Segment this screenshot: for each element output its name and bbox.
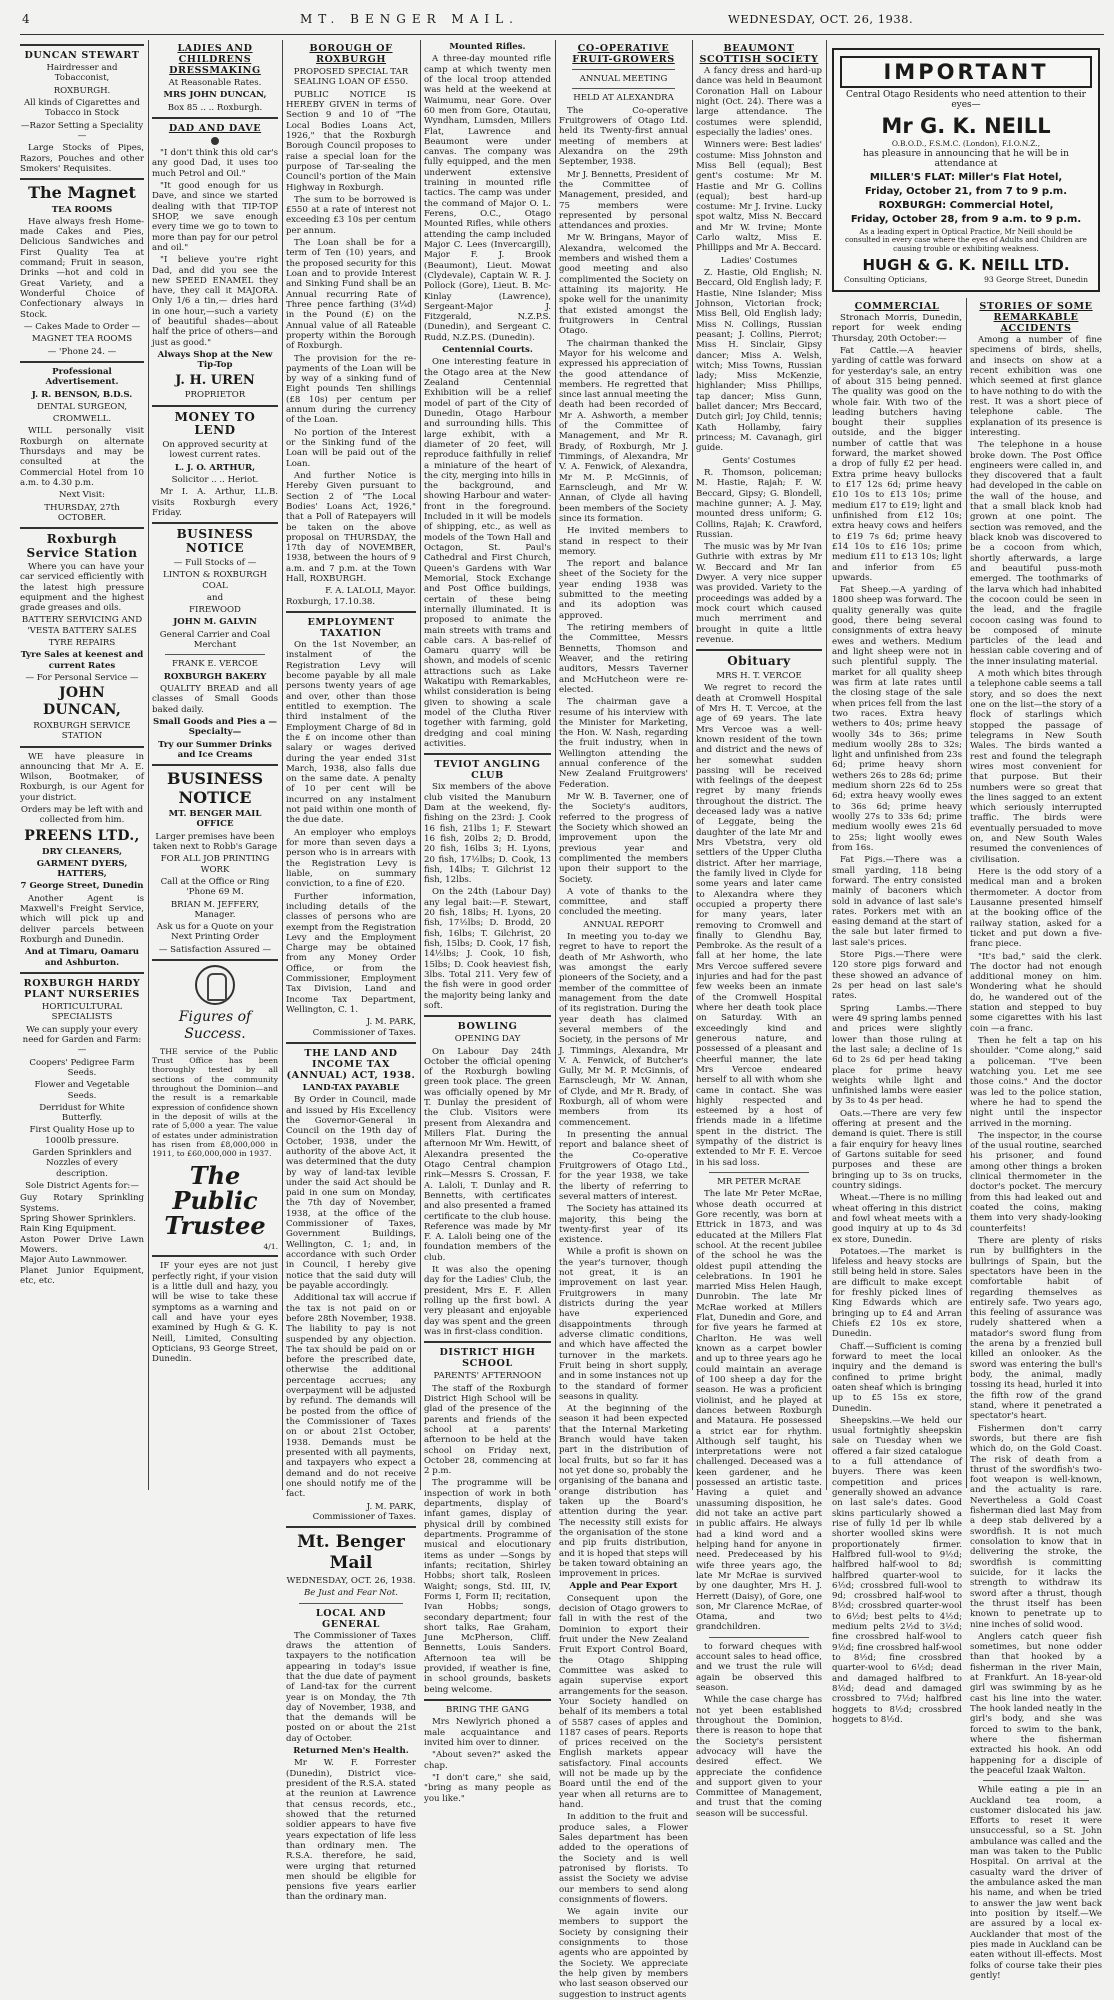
ad-text: DENTAL SURGEON, <box>36 401 128 412</box>
notice-title-employment: EMPLOYMENT TAXATION <box>307 617 395 640</box>
notice-subtitle: LAND-TAX PAYABLE <box>302 1083 400 1094</box>
ad-text: QUALITY BREAD and all classes of Small Goods baked daily. <box>152 684 278 715</box>
editorial-motto: Be Just and Fear Not. <box>303 1588 399 1599</box>
article-title-beaumont: BEAUMONT SCOTTISH SOCIETY <box>699 43 819 66</box>
article-text: Fat Sheep.—A yarding of 1800 sheep was forward. The quality generally was quite good, there being several consignments of extra heavy ewes and wethers. Medium and light sheep were not in such plentiful supply. The market for all quality sheep was firm at late rates until the closing stage of the sale when prices fell from the last two races. Extra heavy wethers to 40s; prime heavy woolly 34s to 36s; prime medium woolly 28s to 32s; light and unfinished from 23s 6d; prime heavy shorn wethers 26s to 28s 6d; prime medium shorn 22s 6d to 25s 6d; extra heavy woolly ewes to 36s 6d; prime heavy woolly 27s to 33s 6d; prime medium woolly ewes 21s 6d to 25s; light woolly ewes from 16s. <box>832 585 962 853</box>
divider <box>152 959 278 961</box>
article-subheading: PARENTS' AFTERNOON <box>433 1371 542 1382</box>
article-text: The retiring members of the Committee, Messrs Bennetts, Thomson and Weaver, and the retiring auditors, Messrs Taverner and McHutcheon were re-elected. <box>559 623 688 695</box>
ad-qualifications: O.B.O.D., F.S.M.C. (London), F.I.O.N.Z., <box>891 139 1041 148</box>
ad-text: Have always fresh Home-made Cakes and Pies, Delicious Sandwiches and First Quality Tea at command; Fruit in season, Drinks —hot and cold in Great Variety, and a Wonderful Choice of Confectionary always in Stock. <box>20 216 144 320</box>
article-text: The late Mr Peter McRae, whose death occurred at Gore recently, was born at Ettrick in 1873, and was educated at the Millers Flat school. At the recent jubilee of the school he was the oldest pupil attending the celebrations. In 1901 he married Miss Helen Haugh, Dunrobin. The late Mr McRae worked at Millers Flat, Dunedin and Gore, and for five years he farmed at Charlton. He was well known as a carpet bowler and up to three years ago he could maintain an average of 100 sheep a day for the season. He was a proficient violinist, and he played at dances between Roxburgh and Mataura. He possessed a strict ear for rhythm. Although self taught, his interpretations were not challenged. Deceased was a keen gardener, and he possessed an artistic taste. Having a quiet and unassuming disposition, he did not take an active part in public affairs. He always had a kind word and a helping hand for anyone in need. Predeceased by his wife three years ago, the late Mr McRae is survived by one daughter, Mrs H. J. Herrett (Daisy), of Gore, one son, Mr Clarence McRae, of Otama, and two grandchildren. <box>696 1189 822 1633</box>
ad-venue: MILLER'S FLAT: Miller's Flat Hotel, <box>869 172 1063 183</box>
article-text: Anglers catch queer fish sometimes, but none odder than that hooked by a fisherman in the river Main, at Frankfurt. An 18-year-old girl was swimming by as he cast his line into the water. The hook landed neatly in the girl's body, and she was forced to swim to the bank, where the fisherman extracted his hook. An odd happening for a disciple of the peaceful Izaak Walton. <box>970 1631 1102 1776</box>
article-text: Chaff.—Sufficient is coming forward to meet the local inquiry and the demand is confined to prime bright oaten sheaf which is bringing up to £5 15s ex store, Dunedin. <box>832 1341 962 1414</box>
article-title-commercial: COMMERCIAL <box>854 301 940 312</box>
article-subheading: Apple and Pear Export <box>569 1581 678 1592</box>
article-text: It was also the opening day for the Ladies' Club, the president, Mrs E. F. Allen rolling up the first bowl. A very pleasant and enjoyable day was spent and the green was in first-class condition. <box>424 1265 551 1337</box>
ad-text: GARMENT DYERS, HATTERS, <box>36 858 128 880</box>
column-7b <box>970 298 1102 1981</box>
ad-text: Tyre Sales at keenest and current Rates <box>20 650 144 671</box>
article-text: A vote of thanks to the committee, and staff concluded the meeting. <box>559 886 688 918</box>
divider <box>20 972 144 974</box>
ad-text: TYRE REPAIRS <box>48 638 116 649</box>
ad-title-nurseries: ROXBURGH HARDY PLANT NURSERIES <box>23 977 141 1000</box>
article-text: The Co-operative Fruitgrowers of Otago Ltd. held its Twenty-first annual meeting of members at Alexandra on the 29th September, 1938. <box>559 105 688 168</box>
notice-text: The Loan shall be for a term of Ten (10) years, and the proposed security for this Loan and to provide Interest and Sinking Fund shall be an Annual recurring Rate of Three pence farthing (3¼d) in the Pound (£) on the Annual value of all Rateable property within the Borough of Roxburgh. <box>286 238 416 352</box>
article-text: Spring Lambs.—There were 49 spring lambs penned and prices were slightly lower than those ruling at the last sale; a decline of 1s 6d to 2s 6d per head taking place for prime heavy weights while light and unfinished lambs were easier by 3s to 4s per head. <box>832 1003 962 1107</box>
divider <box>165 654 266 655</box>
article-title-teviot: TEVIOT ANGLING CLUB <box>434 759 541 782</box>
article-text: Fat Cattle.—A heavier yarding of cattle was forward for yesterday's sale, an entry of about 315 being penned. The quality was good on the whole fair. With two of the leading butchers having bought their supplies outside, and the bigger number of cattle that was forward, the market showed a drop of fully £2 per head. Extra prime heavy bullocks to £17 12s 6d; prime heavy £10 10s to £13 10s; prime medium £17 to £19; light and unfinished from £12 10s; extra heavy cows and heifers to £19 7s 6d; prime heavy £14 10s to £16 10s; prime medium £11 to £13 10s; light and inferior from £5 upwards. <box>832 345 962 583</box>
divider <box>152 522 278 524</box>
ad-text: Large Stocks of Pipes, Razors, Pouches and other Smokers' Requisites. <box>20 143 144 174</box>
ad-title-preens: PREENS LTD., <box>24 827 140 844</box>
article-text: We again invite our members to support the Society by consigning their consignments to those agents who are appointed by the Society. We appreciate the help given by members who last season observed our suggestion to instruct agents <box>559 1907 689 2000</box>
divider <box>20 44 144 46</box>
ad-title-duncan-stewart: DUNCAN STEWART <box>24 50 140 61</box>
ad-footer-right: 93 George Street, Dunedin <box>984 274 1088 284</box>
ad-text: Sole District Agents for:— <box>25 1181 139 1192</box>
ad-text: WILL personally visit Roxburgh on alternate Thursdays and may be consulted at the Commercial Hotel from 10 a.m. to 4.30 p.m. <box>20 426 144 489</box>
editorial-date: WEDNESDAY, OCT. 26, 1938. <box>286 1575 416 1586</box>
ad-text: Derridust for White Butterfly. <box>39 1102 125 1124</box>
ad-text: Solicitor .. .. Heriot. <box>171 475 259 486</box>
ad-text: Next Visit: <box>59 490 105 501</box>
ad-text: ROXBURGH SERVICE STATION <box>33 720 131 742</box>
divider <box>20 361 144 363</box>
ad-subtitle: TEA ROOMS <box>51 204 113 215</box>
ad-text: — For Personal Service — <box>25 673 139 684</box>
ad-footer-left: Consulting Opticians, <box>844 274 928 284</box>
ad-text: IF your eyes are not just perfectly right, if your vision is a little dull and hazy, you will be wise to take these symptoms as a warning and call and have your eyes examined by Hugh & G. K. Neill, Limited, Consulting Opticians, 93 George Street, Dunedin. <box>152 1261 278 1365</box>
ad-text: "I don't think this old car's any good Dad, it uses too much Petrol and Oil." <box>152 148 278 179</box>
ad-title-figures-of-success: Figures of Success. <box>178 1009 252 1042</box>
divider <box>572 88 675 89</box>
ad-text: BRIAN M. JEFFERY, Manager. <box>170 899 260 920</box>
notice-text: No portion of the Interest or the Sinking fund of the Loan will be paid out of the Loan. <box>286 427 416 469</box>
article-text: In meeting you to-day we regret to have to report the death of Mr Ashworth, who was amongst the early pioneers of the Society, and a member of the committee of management from the date of its registration. During the year death has claimed several members of the Society, in the persons of Mr J. Timmings, Alexandra, Mr V. A. Fenwick, of Butcher's Gully, Mr M. P. McGinnis, of Earnscleugh, Mr W. Annan, of Clyde, and Mr R. Brady, of Roxburgh, all of whom were members from its commencement. <box>559 932 688 1128</box>
article-text: The chairman thanked the Mayor for his welcome and expressed his appreciation of the good attendance of members. He regretted that since last annual meeting the death had been recorded of Mr A. Ashworth, a member of the Committee of Management, and Mr R. Brady, of Roxburgh, Mr J. Timmings, of Alexandra, Mr V. A. Fenwick, of Alexandra, Mr M. P. McGinnis, of Earnscleugh, and Mr W. Annan, of Clyde all having been members of the Society since its formation. <box>559 338 688 524</box>
ad-text: "It good enough for us Dave, and since we started dealing with that TIP-TOP SHOP, we save enough every time we go to town to more than pay for our petrol and oil." <box>152 181 278 253</box>
article-title-obituary: Obituary <box>727 654 791 669</box>
article-subheading: Returned Men's Health. <box>293 1746 409 1757</box>
notice-text: The provision for the re-payments of the Loan will be by way of a sinking fund of Eight pounds Ten shillings (£8 10s) per centum per annum during the currency of the Loan. <box>286 353 416 426</box>
notice-text: On the 1st November, an instalment of the Registration Levy will become payable by all male persons twenty years of age and over, other than those entitled to exemption. The third instalment of the Employment Charge of 8d in the £ on income other than salary or wages derived during the year ended 31st March, 1938, also falls due on the same date. A penalty of 10 per cent will be incurred on any instalment not paid within one month of the due date. <box>286 640 416 826</box>
ad-text: MAGNET TEA ROOMS <box>31 334 133 345</box>
ad-venue: ROXBURGH: Commercial Hotel, <box>878 200 1054 211</box>
article-text: There are plenty of risks run by bullfighters in the bullrings of Spain, but the spectators have been in the comfortable habit of regarding themselves as entirely safe. Two years ago, this feeling of assurance was rudely shattered when a matador's sword flung from the arena by a frenzied bull killed an onlooker. As the sword was entering the bull's body, the animal, madly tossing its head, hurled it into the fifth row of the grand stand, where it penetrated a spectator's heart. <box>970 1235 1102 1422</box>
article-subheading: Mounted Rifles. <box>449 42 526 52</box>
ad-text: Orders may be left with and collected from him. <box>20 805 144 826</box>
notice-signature: J. M. PARK, <box>366 1501 416 1512</box>
ad-text: BATTERY SERVICING AND 'VESTA BATTERY SALES <box>21 615 143 636</box>
ad-footer <box>844 275 1088 284</box>
ad-text: Spring Shower Sprinklers. <box>20 1213 136 1224</box>
ad-title-important: IMPORTANT <box>840 56 1092 88</box>
notice-signature: Commissioner of Taxes. <box>312 1511 416 1522</box>
ad-text: MRS JOHN DUNCAN, <box>163 90 267 101</box>
article-text: Mr J. Bennetts, President of the Committee of Management, presided, and 75 members were represented by personal attendances and proxies. <box>559 169 689 232</box>
ad-title-business-notice-2: BUSINESS NOTICE <box>166 769 264 807</box>
divider <box>424 1015 551 1017</box>
ad-text: —Razor Setting a Speciality— <box>20 120 144 141</box>
ad-text: — Cakes Made to Order — <box>23 321 141 332</box>
notice-text: The sum to be borrowed is £550 at a rate of interest not exceeding £3 10s per centum per annum. <box>286 194 416 236</box>
ad-text: General Carrier and Coal Merchant <box>159 629 271 651</box>
ad-text: has pleasure in announcing that he will be in attendance at <box>863 149 1069 169</box>
divider <box>424 1699 551 1701</box>
column-5 <box>559 40 689 2000</box>
ad-text: THE service of the Public Trust Office has been thoroughly tested by all sections of the community throughout the Dominion—and the result is a remarkable expression of confidence shown in the deposit of wills at the rate of 5,000 a year. The value of estates under administration has risen from £8,000,000 in 1911, to £60,000,000 in 1937. <box>152 1046 278 1159</box>
article-text: Mrs Newlyrich phoned a male acquaintance and invited him over to dinner. <box>424 1717 551 1748</box>
ad-title-dad-and-dave: DAD AND DAVE <box>168 123 262 135</box>
divider <box>286 1042 416 1044</box>
ad-text: Guy Rotary Sprinkling Systems. <box>20 1193 144 1214</box>
divider <box>709 1637 810 1638</box>
article-text: While the case charge has not yet been established throughout the Dominion, there is reason to hope that the Society's persistent advocacy will have the desired effect. We appreciate the confidence and support given to your Committee of Management, and trust that the coming season will be successful. <box>696 1695 822 1819</box>
article-subheading: OPENING DAY <box>454 1034 521 1045</box>
divider <box>20 527 144 529</box>
ad-text: — 'Phone 24. — <box>47 346 117 357</box>
article-text: Consequent upon the decision of Otago growers to fall in with the rest of the Dominion to export their fruit under the New Zealand Fruit Export Control Board, the Otago Shipping Committee was asked to again supervise export arrangements for the season. Your Society handled on behalf of its members a total of 5587 cases of apples and 1187 cases of pears. Reports of prices received on the English markets appear satisfactory. Final accounts will not be made up by the Board until the end of the year when all returns are to hand. <box>559 1593 688 1810</box>
column-rule <box>420 40 421 1490</box>
ad-text: FIREWOOD <box>189 605 241 616</box>
ad-text: Another Agent is Maxwell's Freight Service, which will pick up and deliver parcels between Roxburgh and Dunedin. <box>20 893 144 946</box>
ad-title-magnet: The Magnet <box>28 183 136 203</box>
ad-text: Aston Power Drive Lawn Mowers. <box>20 1234 144 1255</box>
editorial-masthead: Mt. Benger Mail <box>297 1532 405 1573</box>
article-text: A moth which bites through a telephone cable seems a tall story, and so does the next one on the list—the story of a flock of starlings which stopped the passage of telegrams in New South Wales. The birds wanted a rest and found the telegraph wires most convenient for that purpose. But their numbers were so great that the lines sagged to an extent which seriously interrupted traffic. The birds were eventually persuaded to move on, and New South Wales resumed the conveniences of civilisation. <box>970 669 1102 865</box>
page-number: 4 <box>22 12 30 26</box>
ad-text: L. J. O. ARTHUR, <box>174 462 256 473</box>
article-text: The staff of the Roxburgh District High School will be glad of the presence of the parents and friends of the school at a parents' afternoon to be held at the school on Friday next, October 28, commencing at 2 p.m. <box>424 1383 551 1477</box>
article-title-stories: STORIES OF SOME REMARKABLE ACCIDENTS <box>979 301 1093 335</box>
ad-text: Call at the Office or Ring 'Phone 69 M. <box>160 876 270 898</box>
ad-text: On approved security at lowest current rates. <box>162 440 268 461</box>
ad-text: — Full Stocks of — <box>173 557 257 568</box>
article-text: The report and balance sheet of the Society for the year ending 1938 was submitted to the meeting and its adoption was approved. <box>559 559 688 621</box>
column-1 <box>20 40 144 1490</box>
ad-text: DRY CLEANERS, <box>42 846 122 857</box>
ad-title-public-trustee: The Public Trustee <box>164 1160 266 1241</box>
ad-text: JOHN DUNCAN, <box>42 685 122 719</box>
column-7a <box>832 298 962 1725</box>
notice-date: Roxburgh, 17.10.38. <box>286 596 376 607</box>
column-6 <box>696 40 822 1819</box>
masthead-date: WEDNESDAY, OCT. 26, 1938. <box>728 12 914 26</box>
ad-optician-name: Mr G. K. NEILL <box>881 114 1051 138</box>
divider <box>983 1780 1089 1781</box>
ad-text: Mr I. A. Arthur, LL.B. visits Roxburgh every Friday. <box>152 487 278 518</box>
column-4 <box>424 40 551 1804</box>
ad-text: "I believe you're right Dad, and did you see the new SPEED ENAMEL they have, they call it MAJORA. Only 1/6 a tin,— dries hard in one hour,—such a variety of beautiful shades—about half the price of others—and just as good." <box>152 255 278 348</box>
article-text: Sheepskins.—We held our usual fortnightly sheepskin sale on Tuesday when we offered a fair sized catalogue to a full attendance of buyers. There was keen competition and prices generally showed an advance on last sale's dates. Good skins particularly showed a rise of fully 1d per lb while shorter woolled skins were proportionately firmer. Halfbred full-wool to 9½d; halfbred half-wool to 8d; halfbred quarter-wool to 6½d; crossbred full-wool to 9d; crossbred half-wool to 8½d; crossbred quarter-wool to 6½d; best pelts to 4½d; medium pelts 2½d to 3½d; fine crossbred half-wool to 9½d; fine crossbred half-wool to 8½d; fine crossbred quarter-wool to 6½d; dead and damaged halfbred to 8½d; dead and damaged crossbred to 7½d; halfbred hoggets to 8½d; crossbred hoggets to 8½d. <box>832 1415 962 1725</box>
article-text: One interesting feature in the Otago area at the New Zealand Centennial Exhibition will be a relief model of part of the City of Dunedin, Otago Harbour and surrounding hills. This large exhibit, with a diameter of 20 feet, will reproduce faithfully in relief a miniature of the heart of the city, merging into hills in the background, and showing Harbour and water-front in the foreground. Included in it will be models of shipping, etc., as well as models of the Town Hall and Octagon, St. Paul's Cathedral and First Church, Queen's Gardens with War Memorial, Stock Exchange and Post Office buildings, certain of these being internally illuminated. It is proposed to animate the main streets with trams and cable cars. A bas-relief of Oamaru quarry will be shown, and models of scenic attractions such as Lake Wakatipu with Remarkables, whilst consideration is being given to showing a scale model of the Clutha River together with farming, gold dredging and coal mining activities. <box>424 357 551 749</box>
masthead-rule <box>20 34 1104 35</box>
ad-text: J. R. BENSON, B.D.S. <box>31 389 133 400</box>
article-text: R. Thomson, policeman; M. Hastie, Rajah; F. W. Beccard, Gipsy; G. Blondell, machine gunner; A. J. May, mounted dress uniform; G. Collins, Rajah; K. Crawford, Russian. <box>696 467 822 540</box>
ad-text: We can supply your every need for Garden and Farm:— <box>22 1024 142 1056</box>
ad-title-dressmaking: LADIES AND CHILDRENS DRESSMAKING <box>169 43 261 77</box>
article-text: The programme will be inspection of work in both departments, display of infant games, display of physical drill by combined departments. Programme of musical and elocutionary items as under —Songs by infants; recitation, Shirley Hobbs; short talk, Rosleen Waight; songs, Std. III, IV, Forms I, Form II; recitation, Ivan Hobbs; songs, secondary department; four short talks, Rae Graham, June McPherson, Cliff. Bennetts, Louis Sanders. Afternoon tea will be provided, if weather is fine, in school grounds, baskets being welcome. <box>424 1478 551 1695</box>
notice-text: By Order in Council, made and issued by His Excellency the Governor-General in Council on the 19th day of October, 1938, under the authority of the above Act, it was determined that the duty by way of land-tax levible under the said Act should be paid in one sum on Monday, the 7th day of November, 1938, at the office of the Commissioner of Taxes, Government Buildings, Wellington, C. 1; and, in accordance with such Order in Council, I hereby give notice that the said duty will be payable accordingly. <box>286 1095 416 1291</box>
ad-text: HORTICULTURAL SPECIALISTS <box>41 1002 123 1023</box>
article-text: Mr W. F. Forrester (Dunedin), District vice-president of the R.S.A. stated at the reunion at Lawrence that census records, etc., showed that the returned soldier appears to have five years expectation of life less than ordinary men. The R.S.A. therefore, he said, were urging that returned men should be eligible for pensions five years earlier than the ordinary man. <box>286 1758 416 1903</box>
article-text: A three-day mounted rifle camp at which twenty men of the local troop attended was held at the weekend at Waimumu, near Gore. Over 60 men from Gore, Otautau, Wyndham, Lumsden, Millers Flat, Lawrence and Beaumont were under canvas. The company was fully equipped, and the men underwent extensive training in mounted rifle tactics. The camp was under the command of Major O. L. Ferens, O.C., Otago Mounted Rifles, while others attending the camp included Major C. Lees (Invercargill), Major F. J. Brook (Beaumont), Lieut. Mowat (Clydevale), Captain W. R. J. Pollock (Gore), Lieut. B. Mc-Kinlay (Lawrence), Sergeant-Major J. Fitzgerald, N.Z.P.S. (Dunedin), and Sergeant C. Rudd, N.Z.P.S. (Dunedin). <box>424 54 551 343</box>
ad-text: Rain King Equipment. <box>20 1224 117 1235</box>
article-text: While a profit is shown on the year's turnover, though not great, it is an improvement on last year. Fruitgrowers in many districts during the year have experienced disappointments through adverse climatic conditions, and which have affected the turnover in the markets. Fruit being in short supply, and in some instances not up to the standard of former seasons in quality. <box>559 1247 688 1402</box>
column-rule <box>692 40 693 1490</box>
ad-text: MT. BENGER MAIL OFFICE <box>168 809 262 830</box>
ad-text: First Quality Hose up to 1000lb pressure. <box>29 1125 135 1146</box>
article-text: "I don't care," she said, "bring as many people as you like." <box>424 1772 551 1804</box>
divider <box>286 611 416 613</box>
article-text: The Society has attained its majority, this being the twenty-first year of its existence. <box>559 1204 689 1246</box>
article-text: "It's bad," said the clerk. The doctor had not enough additional money on him. Wondering what he should do, he wandered out of the station and stepped to buy some cigarettes with his last coin —a franc. <box>970 951 1102 1034</box>
column-rule <box>555 40 556 1490</box>
divider <box>20 746 144 748</box>
article-text: The Commissioner of Taxes draws the attention of taxpayers to the notification appearing in today's issue that the due date of payment of Land-tax for the current year is on Monday, the 7th day of November, 1938, and that the demands will be posted on or about the 21st day of October. <box>286 1630 416 1744</box>
ad-text: Try our Summer Drinks and Ice Creams <box>158 739 272 760</box>
column-rule <box>966 298 967 1488</box>
ad-text: Hairdresser and Tobacconist, <box>46 63 118 84</box>
divider <box>286 1526 416 1528</box>
divider <box>424 753 551 755</box>
masthead <box>0 0 1114 44</box>
ad-text: FRANK E. VERCOE <box>172 659 258 670</box>
article-title-gang: BRING THE GANG <box>446 1705 529 1716</box>
divider <box>152 1255 278 1257</box>
article-text: In presenting the annual report and balance sheet of the Co-operative Fruitgrowers of Otago Ltd., for the year 1938, we take the liberty of referring to several matters of interest. <box>559 1130 688 1202</box>
article-text: We regret to record the death at Cromwell Hospital of Mrs H. T. Vercoe, at the age of 69 years. The late Mrs Vercoe was a well-known resident of the town and district and the news of her somewhat sudden passing will be received with feelings of the deepest regret by many friends throughout the district. The deceased lady was a native of Leggate, being the daughter of the late Mr and Mrs Vbetstra, very old settlers of the Upper Clutha district. After her marriage, the family lived in Clyde for some years and later came to Alexandra where they occupied a property there for many years, later removing to Cromwell and finally to Glendhu Bay, Pembroke. As the result of a fall at her home, the late Mrs Vercoe suffered severe injuries and had for the past few weeks been an inmate of the Cromwell Hospital where her death took place on Saturday. With an exceedingly kind and generous nature, and possessed of a pleasant and cheerful manner, the late Mrs Vercoe endeared herself to all with whom she came in contact. She was highly respected and esteemed by a host of friends made in a lifetime spent in the district. The sympathy of the district is extended to Mr F. E. Vercoe in his sad loss. <box>696 683 822 1168</box>
ad-text: LINTON & ROXBURGH COAL <box>163 570 267 591</box>
ad-text: and <box>206 592 224 603</box>
article-subheading: Centennial Courts. <box>442 345 533 356</box>
article-text: A fancy dress and hard-up dance was held in Beaumont Coronation Hall on Labour night (Oct. 24). There was a large attendance. The costumes were splendid, especially the ladies' ones. <box>696 66 822 138</box>
ornament-icon <box>211 137 219 145</box>
ad-text: Major Auto Lawnmower. <box>20 1255 128 1266</box>
divider <box>152 764 278 766</box>
article-text: While eating a pie in an Auckland tea room, a customer dislocated his jaw. Efforts to reset it were unsuccessful, so a St. John ambulance was called and the man was taken to the Public Hospital. On arrival at the casualty ward the driver of the ambulance asked the man his name, and when be tried to answer the jaw went back into position by itself.—We are assured by a local ex-Aucklander that most of the pies made in Auckland can be eaten without ill-effects. Most folks of course take their pies gently! <box>970 1785 1102 1981</box>
article-text: The telephone in a house broke down. The Post Office engineers were called in, and they discovered that a fault had developed in the cable on the wall of the house, and that a small black knob had grown at one point. The section was removed, and the black knob was discovered to be a cocoon from which, shortly afterwards, a large and beautiful puss-moth emerged. The toothmarks of the larva which had inhabited the cocoon could be seen in the lead, and the fragile cocoon casing was found to be composed of minute particles of the lead and hessian cable covering and of the inner insulating material. <box>970 440 1102 667</box>
ad-title-service-station: Roxburgh Service Station <box>26 532 138 561</box>
divider <box>152 405 278 407</box>
ad-text: THURSDAY, 27th OCTOBER. <box>44 502 120 523</box>
article-text: Stronach Morris, Dunedin, report for week ending Thursday, 20th October:— <box>832 313 962 344</box>
ad-text: Flower and Vegetable Seeds. <box>34 1080 130 1101</box>
divider <box>424 1341 551 1343</box>
divider <box>709 1172 810 1173</box>
article-title-district-school: DISTRICT HIGH SCHOOL <box>439 1347 536 1370</box>
article-text: Oats.—There are very few offering at present and the demand is quiet. There is still a fair enquiry for heavy lines of Gartons suitable for seed purposes and these are bringing up to 3s on trucks, country sidings. <box>832 1108 962 1191</box>
article-text: Here is the odd story of a medical man and a broken thermometer. A doctor from Lausanne presented himself at the booking office of the railway station, asked for a ticket and put down a five-franc piece. <box>970 867 1102 950</box>
ad-title-business-notice: BUSINESS NOTICE <box>176 527 254 556</box>
column-rule <box>826 40 827 1490</box>
article-text: On Labour Day 24th October the official opening of the Roxburgh bowling green took place. The green was officially opened by Mr T. Dunlay the president of the Club. Visitors were present from Alexandra and Millers Flat. During the afternoon Mr Wm. Hewitt, of Alexandra presented the Otago Central champion rink—Messrs S. Crossan, F. A. Laloli, T. Dunlay and R. Bennetts, with certificates and also presented a framed certificate to the club house. Reference was made by Mr F. A. Laloli being one of the foundation members of the club. <box>424 1046 551 1263</box>
ad-text: 7 George Street, Dunedin <box>20 881 144 892</box>
article-text: Store Pigs.—There were 120 store pigs forward and these showed an advance of 2s per head on last sale's rates. <box>832 950 962 1002</box>
divider <box>299 1603 403 1604</box>
ad-firm-name: HUGH & G. K. NEILL LTD. <box>862 255 1070 274</box>
notice-subtitle: PROPOSED SPECIAL TAR SEALING LOAN OF £550. <box>293 67 409 88</box>
ad-date: Friday, October 28, from 9 a.m. to 9 p.m. <box>850 214 1082 225</box>
ad-text: Box 85 .. .. Roxburgh. <box>167 102 263 113</box>
article-text: Fishermen don't carry swords, but there are fish which do, on the Gold Coast. The risk of death from a thrust of the swordfish's two-foot weapon is well-known, and the actuality is rare. Nevertheless a Gold Coast fisherman died last May from a deep stab delivered by a swordfish. It is not much consolation to know that in delivering the stroke, the swordfish is committing suicide, for it lacks the strength to withdraw its sword after a thrust, though the thrust itself has been known to penetrate up to nine inches of solid wood. <box>970 1423 1102 1630</box>
ad-text: Larger premises have been taken next to Robb's Garage <box>152 831 278 852</box>
article-text: Among a number of fine specimens of birds, shells, and insects on show at a recent exhibition was one which seemed at first glance to have nothing to do with the rest. It was a short piece of telephone cable. The explanation of its presence is interesting. <box>970 335 1102 438</box>
article-title-coop: CO-OPERATIVE FRUIT-GROWERS <box>572 43 675 66</box>
ad-text: Garden Sprinklers and Nozzles of every description. <box>32 1148 132 1179</box>
article-text: Wheat.—There is no milling wheat offering in this district and fowl wheat meets with a good inquiry at up to 4s 3d ex store, Dunedin. <box>832 1193 962 1245</box>
notice-signature: F. A. LALOLI, Mayor. <box>325 586 416 597</box>
ad-text: Central Otago Residents who need attention to their eyes— <box>846 90 1086 110</box>
divider <box>696 649 822 651</box>
article-text: Fat Pigs.—There was a small yarding, 118 being forward. The entry consisted mainly of baconers which sold in advance of last sale's rates. Porkers met with an easing demand at the start of the sale but later firmed to last sale's prices. <box>832 855 962 948</box>
optician-advertisement <box>832 48 1100 292</box>
ad-text: Coopers' Pedigree Farm Seeds. <box>29 1057 135 1078</box>
ad-note: As a leading expert in Optical Practice, Mr Neill should be consulted in every case where the eyes of Adults and Children are causing trouble or exhibiting weakness. <box>845 227 1087 253</box>
article-text: Then he felt a tap on his shoulder. "Come along," said a policeman. "I've been watching you. Let me see those coins." And the doctor was led to the police station, where he had to spend the night until the inspector arrived in the morning. <box>970 1036 1102 1129</box>
divider <box>572 69 675 70</box>
ad-text: At Reasonable Rates. <box>168 78 262 89</box>
article-text: At the beginning of the season it had been expected that the Internal Marketing Branch would have taken part in the distribution of local fruits, but so far it has not yet done so, probably the organising of the banana and orange distribution has taken up the Board's attention during the year. The necessity still exists for the organisation of the stone and pip fruits distribution, and it is hoped that steps will be taken toward obtaining an improvement in prices. <box>559 1404 688 1580</box>
divider <box>152 117 278 119</box>
column-2 <box>152 40 278 1490</box>
article-text: The chairman gave a resume of his interview with the Minister for Marketing, the Hon. W. Nash, regarding the fruit industry, when in Wellington attending the annual conference of the New Zealand Fruitgrowers' Federation. <box>559 697 688 790</box>
ad-title-professional: Professional Advertisement. <box>45 366 119 388</box>
section-title-local-general: LOCAL AND GENERAL <box>315 1607 387 1630</box>
notice-text: Additional tax will accrue if the tax is not paid on or before 28th November, 1938. The liability to pay is not suspended by any objection. The tax should be paid on or before the prescribed date, otherwise the additional percentage accrues; any overpayment will be adjusted by refund. The demands will be posted from the office of the Commissioner of Taxes on or about 21st October, 1938. Demands must be presented with all payments, and taxpayers who expect a demand and do not receive one should notify me of the fact. <box>286 1293 416 1500</box>
masthead-title: MT. BENGER MAIL. <box>300 12 519 26</box>
divider <box>20 178 144 180</box>
ad-text: FOR ALL JOB PRINTING WORK <box>160 854 270 875</box>
article-text: Mr W. Bringans, Mayor of Alexandra, welcomed the members and wished them a good meeting and also complimented the Society on attaining its majority. He spoke well for the unanimity that existed amongst the fruitgrowers in Central Otago. <box>559 233 688 337</box>
ad-text: All kinds of Cigarettes and Tobacco in Stock <box>23 97 141 119</box>
article-text: On the 24th (Labour Day) any legal bait:—F. Stewart, 20 fish, 18lbs; H. Lyons, 20 fish, 17½lbs; D. Brodd, 20 fish, 16lbs; T. Gilchrist, 20 fish, 15lbs; D. Cook, 17 fish, 14½lbs; J. Cook, 10 fish, 15lbs; D. Cook heaviest fish, 3lbs. Total 211. Very few of the fish were in good order the majority being lanky and soft. <box>424 887 551 1011</box>
ad-text: And at Timaru, Oamaru and Ashburton. <box>24 947 140 968</box>
ad-date: Friday, October 21, from 7 to 9 p.m. <box>864 186 1068 197</box>
public-trust-emblem-icon <box>195 965 235 1005</box>
ad-text: ROXBURGH BAKERY <box>163 671 267 682</box>
column-rule <box>282 40 283 1490</box>
article-subheading: Gents' Costumes <box>722 455 796 466</box>
ad-text: JOHN M. GALVIN <box>173 617 257 628</box>
article-subheading: Ladies' Costumes <box>720 255 798 266</box>
notice-signature: Commissioner of Taxes. <box>312 1027 416 1038</box>
notice-title-borough: BOROUGH OF ROXBURGH <box>309 43 393 66</box>
notice-title-land-tax: THE LAND AND INCOME TAX (ANNUAL) ACT, 1938. <box>286 1047 416 1081</box>
ad-text: PROPRIETOR <box>184 390 246 401</box>
article-subheading: MRS H. T. VERCOE <box>716 671 802 682</box>
column-3 <box>286 40 416 1903</box>
ad-code: 4/1. <box>263 1242 278 1252</box>
notice-text: An employer who employs for more than seven days a person who is in arrears with the Registration Levy is liable, on summary conviction, to a fine of £20. <box>286 827 416 890</box>
notice-signature: J. M. PARK, <box>366 1017 416 1028</box>
article-text: Mr W. B. Taverner, one of the Society's auditors, referred to the progress of the Society which showed an improvement upon the previous year and complimented the members upon their support to the Society. <box>559 792 688 885</box>
ad-text: J. H. UREN <box>175 372 255 388</box>
ad-text: Small Goods and Pies a —Specialty— <box>152 716 278 738</box>
notice-text: PUBLIC NOTICE IS HEREBY GIVEN in terms of Section 9 and 10 of "The Local Bodies Loans Act, 1926," that the Roxburgh Borough Council proposes to raise a special loan for the purpose of Tar-sealing the Council's portion of the Main Highway in Roxburgh. <box>286 89 416 193</box>
article-text: The music was by Mr Ivan Guthrie with extras by Mr W. Beccard and Mr Ian Dwyer. A very nice supper was provided. Variety to the proceedings was added by a mock court which caused much merriment and brought in quite a little revenue. <box>696 542 822 645</box>
notice-text: Further information, including details of the classes of persons who are exempt from the Registration Levy and the Employment Charge may be obtained from any Money Order Office, or from the Commissioner, Employment Tax Division, Land and Income Tax Department, Wellington, C. 1. <box>286 891 416 1015</box>
ad-text: Ask us for a Quote on your Next Printing Order <box>156 922 274 943</box>
article-text: Winners were: Best ladies' costume: Miss Johnston and Miss Bell (equal); Best gent's costume: Mr M. Hastie and Mr G. Collins (equal); best hard-up costume: Mr J. Irvine. Lucky spot waltz, Miss N. Beccard and Mr W. Irvine; Monte Carlo waltz, Miss E. Phillipps and Mr A. Beccard. <box>696 140 822 254</box>
article-title-bowling: BOWLING <box>457 1021 518 1033</box>
article-text: He invited members to stand in respect to their memory. <box>559 526 688 557</box>
article-text: In addition to the fruit and produce sales, a Flower Sales department has been added to the operations of the Society and is well patronised by florists. To assist the Society we advise our members to send along consignments of flowers. <box>559 1812 688 1905</box>
article-subheading: ANNUAL MEETING <box>579 74 668 85</box>
ad-text: — Satisfaction Assured — <box>158 944 272 955</box>
article-text: Z. Hastie, Old English; N. Beccard, Old English lady; F. Hastie, Nine Islander; Miss Johnson, Victorian frock; Miss Bell, Old English lady; Miss N. Collings, Russian peasant; J. Collins, Pierrot; Miss H. Sinclair, Gipsy dancer; Miss A. Welsh, witch; Miss Towns, Russian lady; Miss McKenzie, highlander; Miss Phillips, tap dancer; Miss Gunn, ballet dancer; Mrs Beccard, Dutch girl; Joy Child, tennis; Kath Hollamby, fairy princess; M. Cavanagh, girl guide. <box>696 268 822 454</box>
ad-title-money-to-lend: MONEY TO LEND <box>174 409 256 438</box>
article-subheading: ANNUAL REPORT <box>583 919 664 930</box>
column-rule <box>148 40 149 1490</box>
article-subheading: HELD AT ALEXANDRA <box>573 93 674 104</box>
article-text: The inspector, in the course of the usual routine, searched his prisoner, and found among other things a broken clinical thermometer in the doctor's pocket. The mercury from this had leaked out and coated the coins, making them into very shady-looking counterfeits! <box>970 1130 1102 1234</box>
ad-text: CROMWELL. <box>52 414 112 425</box>
article-text: to forward cheques with account sales to head office, and we trust the rule will again be observed this season. <box>696 1641 822 1694</box>
ad-text: WE have pleasure in announcing that Mr A. E. Wilson, Bootmaker, of Roxburgh, is our Agent for your district. <box>20 751 144 803</box>
article-text: "About seven?" asked the chap. <box>424 1750 551 1771</box>
ad-text: Where you can have your car serviced efficiently with the latest high pressure equipment and the highest grade greases and oils. <box>20 561 144 614</box>
notice-text: And further Notice is Hereby Given pursuant to Section 2 of "The Local Bodies' Loans Act, 1926," that a Poll of Ratepayers will be taken on the above proposal on THURSDAY, the 17th day of NOVEMBER, 1938, between the hours of 9 a.m. and 7 p.m. at the Town Hall, ROXBURGH. <box>286 470 416 585</box>
article-text: Potatoes.—The market is lifeless and heavy stocks are still being held in store. Sales are difficult to make except for freshly picked lines of King Edwards which are bringing up to £4 and Arran Chiefs £2 10s ex store, Dunedin. <box>832 1246 962 1340</box>
ad-text: Planet Junior Equipment, etc, etc. <box>20 1265 144 1286</box>
ad-text: Always Shop at the New Tip-Top <box>157 350 273 371</box>
ad-text: ROXBURGH. <box>53 85 111 96</box>
article-subheading: MR PETER McRAE <box>717 1177 801 1188</box>
article-text: Six members of the above club visited the Manuburn Dam at the weekend, fly-fishing on the 23rd: J. Cook 16 fish, 21lbs 1; F. Stewart 16 fish, 20lbs 2; D. Brodd, 20 fish, 16lbs 3; H. Lyons, 20 fish, 17½lbs; D. Cook, 13 fish, 14lbs; T. Gilchrist 12 fish, 12lbs. <box>424 782 551 886</box>
